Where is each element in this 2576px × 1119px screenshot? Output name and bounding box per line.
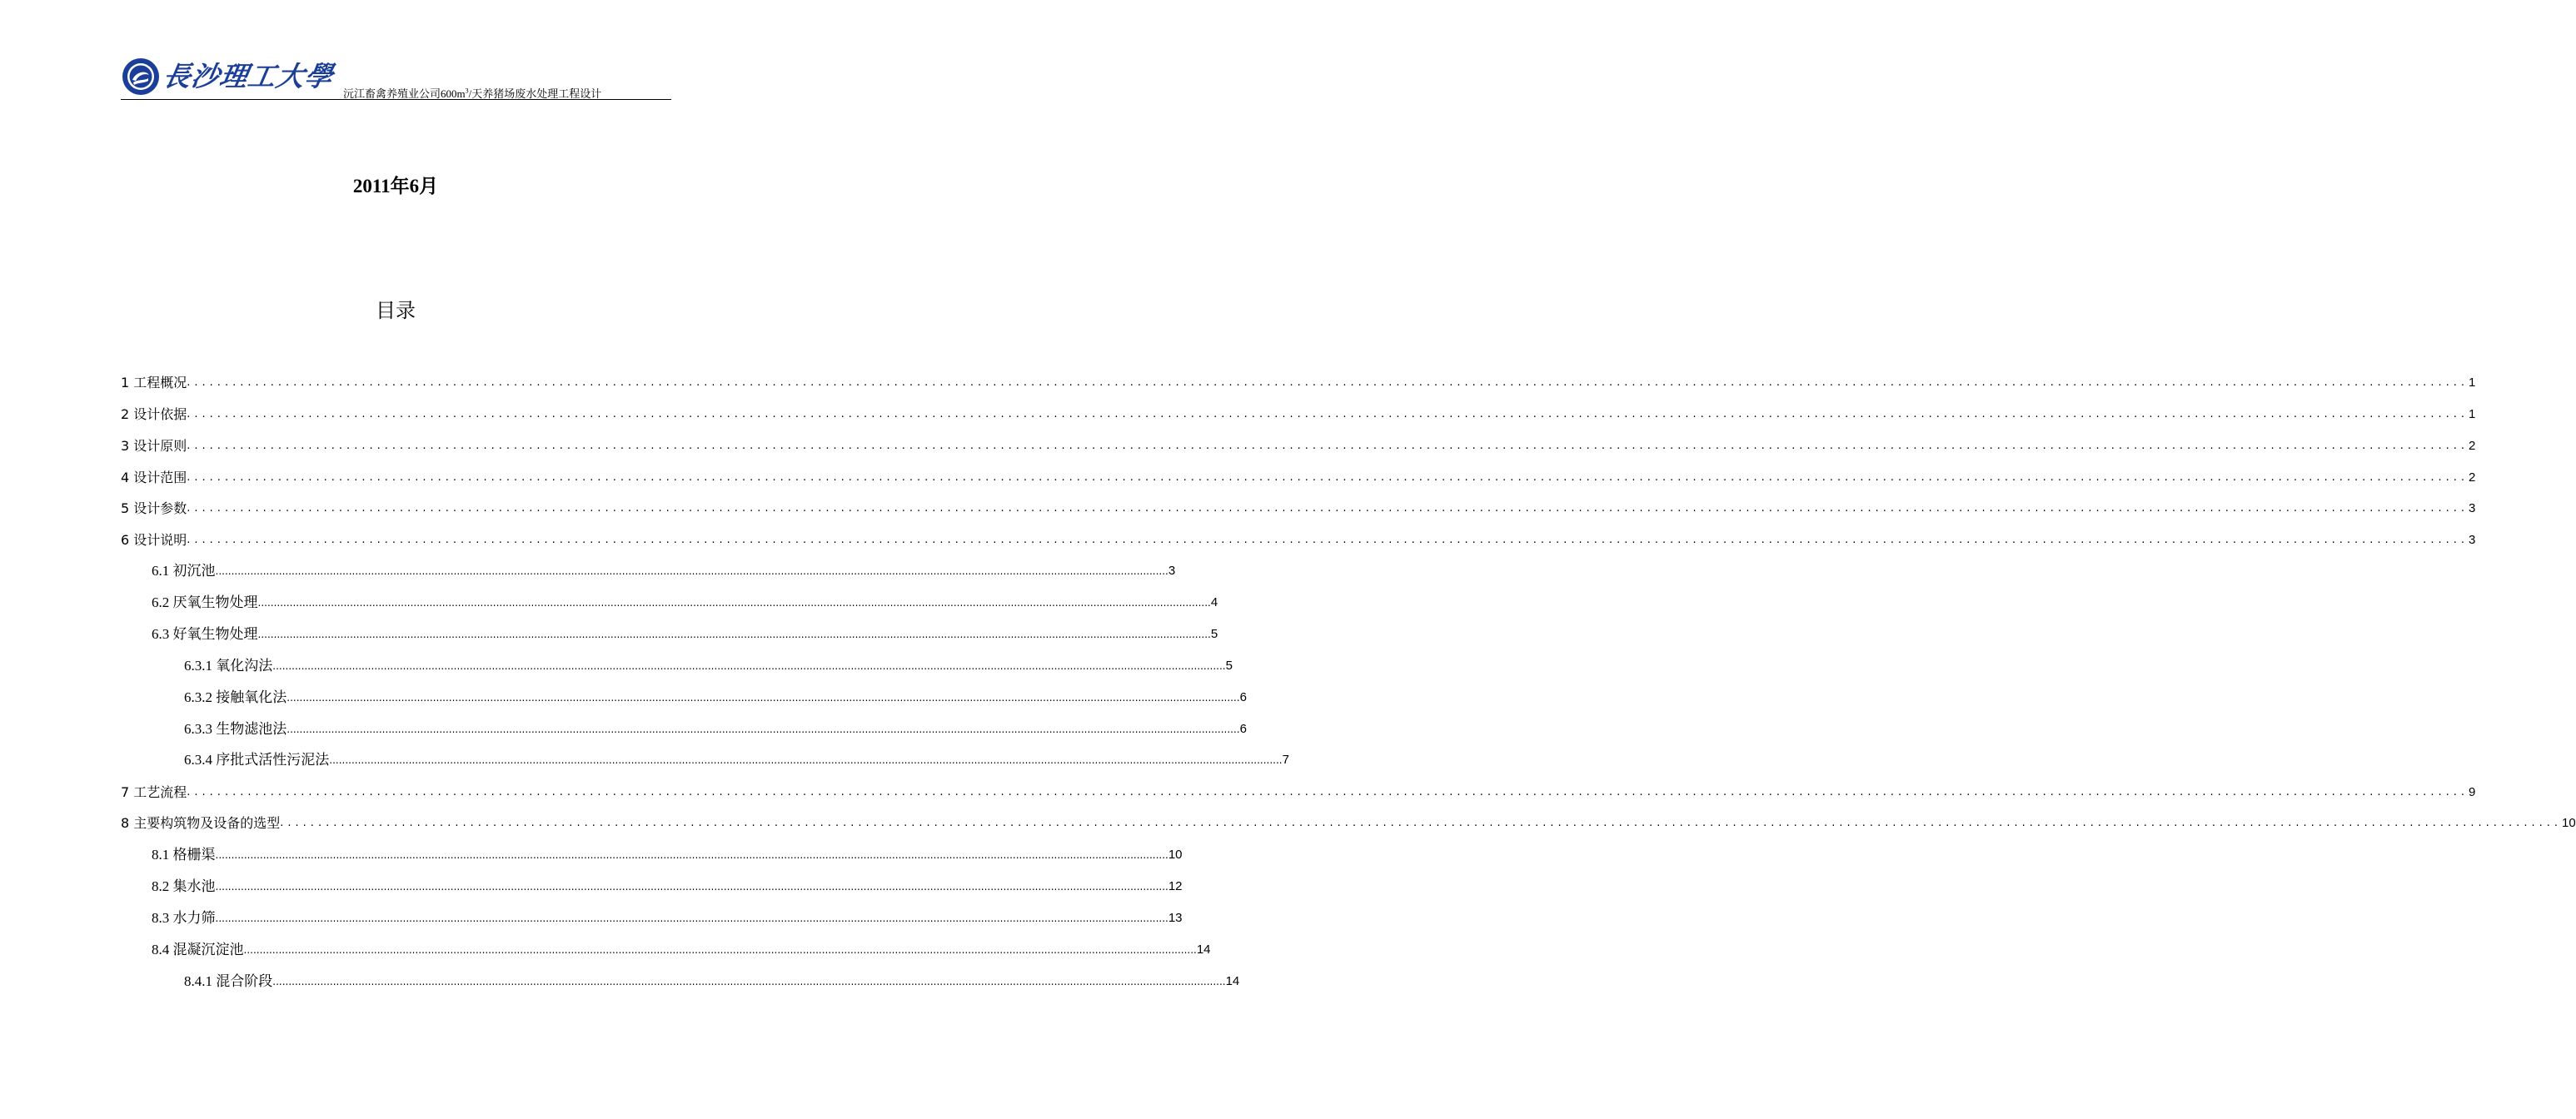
toc-entry[interactable]: 7 工艺流程 ............................................................................................................................................................................................................................................................................................................ 9 [121, 784, 2476, 800]
toc-entry[interactable]: 8.4.1 混合阶段 ............................................................................................................................................................................................................................................................................................................ 14 [184, 973, 1240, 989]
toc-entry[interactable]: 6.3.2 接触氧化法 ............................................................................................................................................................................................................................................................................................................ 6 [184, 689, 1247, 705]
dot-leader: ............................................................................................................................................................................................................................................................................................................ [187, 440, 2469, 452]
toc-entry[interactable]: 5 设计参数 ............................................................................................................................................................................................................................................................................................................ 3 [121, 500, 2476, 516]
toc-entry[interactable]: 8.3 水力筛 ............................................................................................................................................................................................................................................................................................................ 13 [152, 910, 1183, 926]
toc-entry[interactable]: 8.2 集水池 ............................................................................................................................................................................................................................................................................................................ 12 [152, 878, 1183, 894]
university-name: 長沙理工大學 [160, 60, 336, 92]
dot-leader: ............................................................................................................................................................................................................................................................................................................ [187, 408, 2469, 420]
toc-entry[interactable]: 6.2 厌氧生物处理 ............................................................................................................................................................................................................................................................................................................ 4 [152, 594, 1218, 610]
toc-entry[interactable]: 4 设计范围 ............................................................................................................................................................................................................................................................................................................ 2 [121, 470, 2476, 485]
university-logo-icon [122, 57, 160, 96]
dot-leader: ............................................................................................................................................................................................................................................................................................................ [286, 692, 1240, 704]
dot-leader: ............................................................................................................................................................................................................................................................................................................ [187, 534, 2469, 546]
dot-leader: ............................................................................................................................................................................................................................................................................................................ [215, 913, 1168, 924]
dot-leader: ............................................................................................................................................................................................................................................................................................................ [243, 944, 1197, 956]
dot-leader: ............................................................................................................................................................................................................................................................................................................ [187, 376, 2469, 389]
toc-heading: 目录 [376, 299, 416, 322]
toc-entry[interactable]: 8 主要构筑物及设备的选型 ............................................................................................................................................................................................................................................................................................................ 10 [121, 815, 2576, 831]
dot-leader: ............................................................................................................................................................................................................................................................................................................ [257, 629, 1211, 640]
dot-leader: ............................................................................................................................................................................................................................................................................................................ [257, 597, 1211, 609]
toc-entry[interactable]: 3 设计原则 ............................................................................................................................................................................................................................................................................................................ 2 [121, 438, 2476, 454]
dot-leader: ............................................................................................................................................................................................................................................................................................................ [286, 724, 1240, 735]
toc-entry[interactable]: 1 工程概况 ............................................................................................................................................................................................................................................................................................................ 1 [121, 375, 2476, 390]
dot-leader: ............................................................................................................................................................................................................................................................................................................ [187, 471, 2469, 484]
toc-entry[interactable]: 6.3 好氧生物处理 ............................................................................................................................................................................................................................................................................................................ 5 [152, 626, 1218, 642]
dot-leader: ............................................................................................................................................................................................................................................................................................................ [280, 817, 2562, 829]
dot-leader: ............................................................................................................................................................................................................................................................................................................ [187, 786, 2469, 798]
dot-leader: ............................................................................................................................................................................................................................................................................................................ [215, 881, 1168, 893]
dot-leader: ............................................................................................................................................................................................................................................................................................................ [272, 976, 1226, 987]
dot-leader: ............................................................................................................................................................................................................................................................................................................ [187, 502, 2469, 515]
header-divider [121, 99, 671, 100]
toc-entry[interactable]: 6.3.1 氧化沟法 ............................................................................................................................................................................................................................................................................................................ 5 [184, 658, 1233, 674]
dot-leader: ............................................................................................................................................................................................................................................................................................................ [329, 754, 1283, 766]
toc-entry[interactable]: 2 设计依据 ............................................................................................................................................................................................................................................................................................................ 1 [121, 406, 2476, 422]
toc-entry[interactable]: 6.1 初沉池 ............................................................................................................................................................................................................................................................................................................ 3 [152, 563, 1176, 579]
document-date: 2011年6月 [352, 176, 439, 196]
toc-entry[interactable]: 8.4 混凝沉淀池 ............................................................................................................................................................................................................................................................................................................ 14 [152, 942, 1211, 957]
dot-leader: ............................................................................................................................................................................................................................................................................................................ [272, 660, 1226, 672]
toc-entry[interactable]: 6.3.4 序批式活性污泥法 ............................................................................................................................................................................................................................................................................................................ 7 [184, 752, 1289, 768]
toc-entry[interactable]: 6.3.3 生物滤池法 ............................................................................................................................................................................................................................................................................................................ 6 [184, 721, 1247, 737]
toc-entry[interactable]: 8.1 格栅渠 ............................................................................................................................................................................................................................................................................................................ 10 [152, 847, 1183, 863]
dot-leader: ............................................................................................................................................................................................................................................................................................................ [215, 565, 1168, 577]
document-header-title: 沅江畜禽养殖业公司$600m^3/$天养猪场废水处理工程设计 [343, 87, 602, 100]
dot-leader: ............................................................................................................................................................................................................................................................................................................ [215, 849, 1168, 861]
toc-entry[interactable]: 6 设计说明 ............................................................................................................................................................................................................................................................................................................ 3 [121, 532, 2476, 548]
